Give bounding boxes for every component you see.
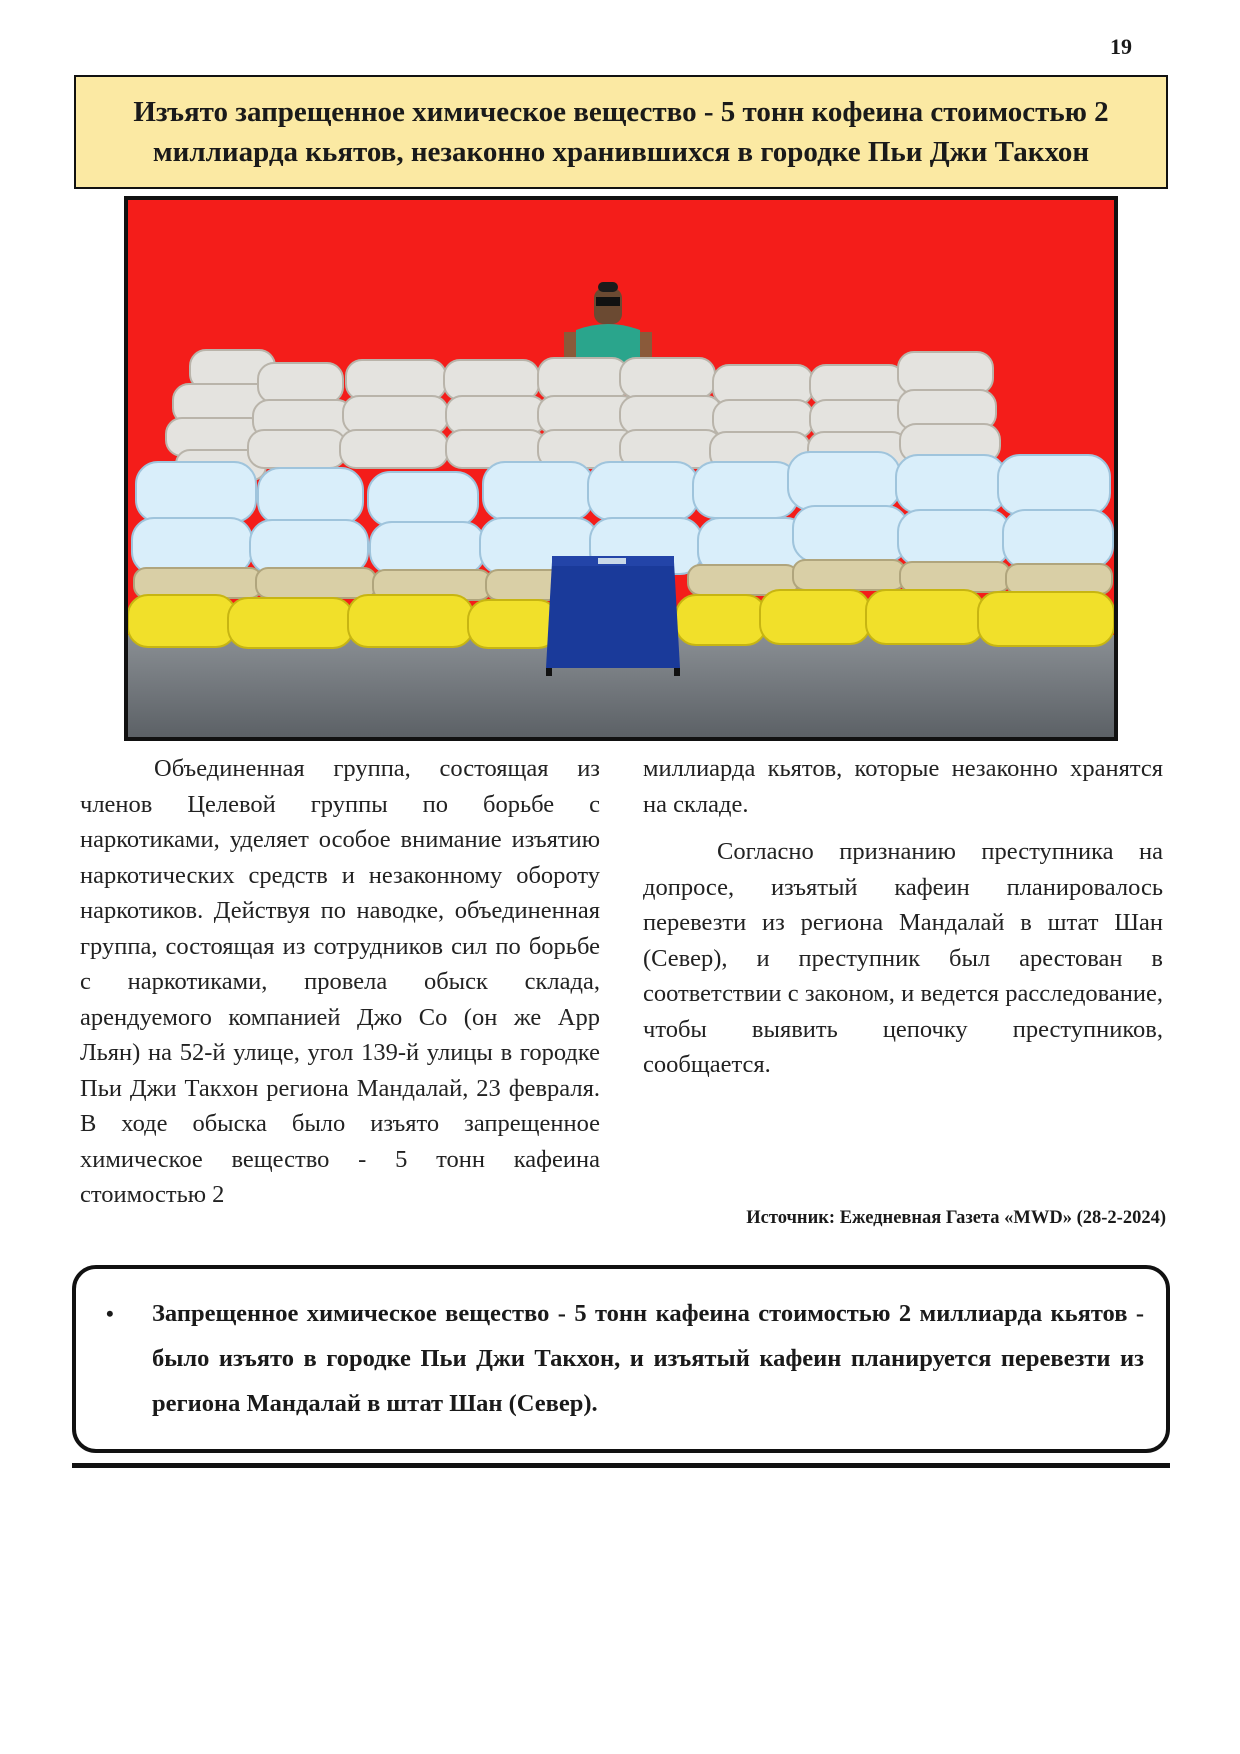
article-left-column	[80, 751, 600, 1213]
summary-box	[72, 1265, 1170, 1453]
article-right-column	[643, 751, 1163, 1083]
headline-box: Изъято запрещенное химическое вещество - 5 тонн кофеина стоимостью 2 миллиарда кьятов, незаконно хранившихся в городке Пьи Джи Такхон	[74, 75, 1168, 189]
article-paragraph: Объединенная группа, состоящая из членов Целевой группы по борьбе с наркотиками, уделяет особое внимание изъятию наркотических средств и незаконному обороту наркотиков. Действуя по наводке, объединенная группа, состоящая из сотрудников сил по борьбе с наркотиками, провела обыск склада, арендуемого компанией Джо Со (он же Арр Льян) на 52-й улице, угол 139-й улицы в городке Пьи Джи Такхон региона Мандалай, 23 февраля. В ходе обыска было изъято запрещенное химическое вещество - 5 тонн кафеина стоимостью 2	[80, 755, 600, 1208]
seizure-photo	[124, 196, 1118, 741]
bottom-divider	[72, 1463, 1170, 1468]
summary-list	[106, 1291, 1144, 1426]
summary-item	[106, 1291, 1144, 1426]
article-paragraph: миллиарда кьятов, которые незаконно хранятся на складе.	[643, 755, 1163, 818]
seizure-photo-illustration	[128, 200, 1114, 737]
bullet-icon: •	[106, 1301, 114, 1326]
bag-stacks-middle	[132, 452, 1113, 574]
article-paragraph: Согласно признанию преступника на допросе, изъятый кафеин планировалось перевезти из региона Мандалай в штат Шан (Север), и преступник был арестован в соответствии с законом, и ведется расследование, чтобы выявить цепочку преступников, сообщается.	[643, 838, 1163, 1078]
evidence-table	[546, 556, 680, 676]
summary-text: Запрещенное химическое вещество - 5 тонн кафеина стоимостью 2 миллиарда кьятов - было изъято в городке Пьи Джи Такхон, и изъятый кафеин планируется перевезти из региона Мандалай в штат Шан (Север).	[152, 1300, 1144, 1417]
page-number: 19	[1110, 34, 1132, 59]
source-credit: Источник: Ежедневная Газета «MWD» (28-2-2024)	[746, 1208, 1166, 1228]
